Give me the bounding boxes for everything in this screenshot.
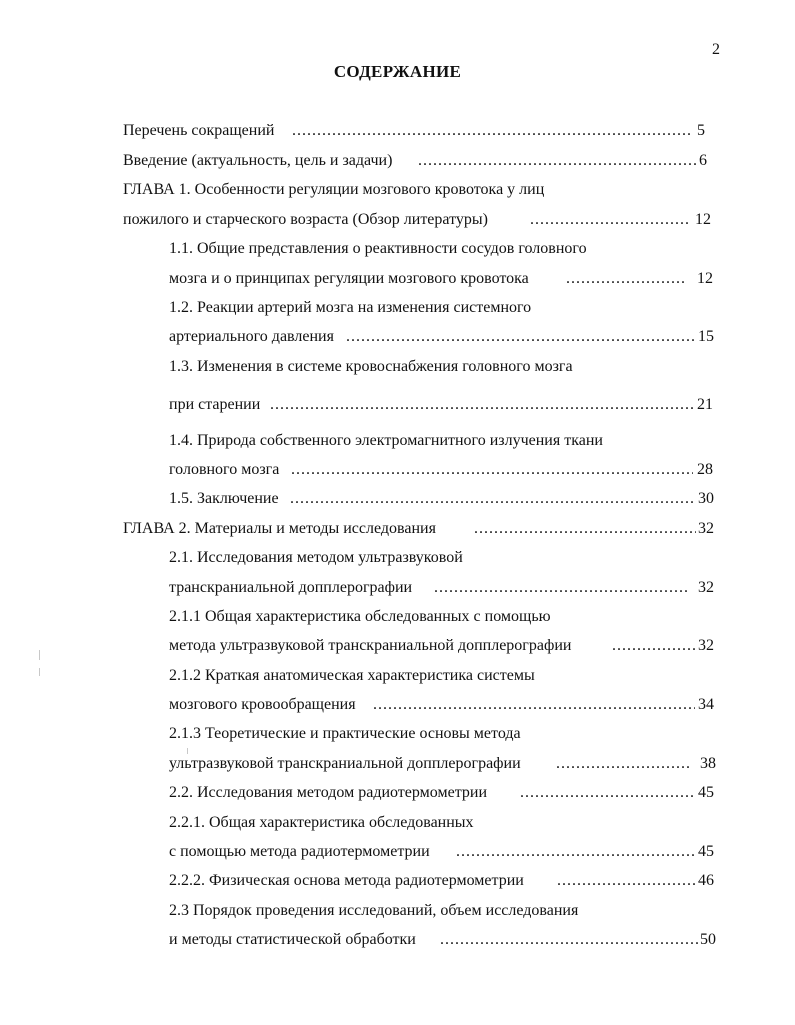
toc-page-number: 6	[699, 152, 707, 169]
toc-entry-text: артериального давления	[169, 328, 334, 345]
toc-leader-dots	[290, 489, 694, 509]
toc-page-number: 5	[697, 122, 705, 139]
toc-leader-dots	[346, 327, 696, 347]
page-number: 2	[712, 41, 720, 58]
toc-page-number: 21	[697, 396, 713, 413]
toc-entry-text: Введение (актуальность, цель и задачи)	[123, 152, 393, 169]
toc-entry-text: ультразвуковой транскраниальной допплерографии	[169, 755, 521, 772]
toc-entry-text: 2.3 Порядок проведения исследований, объем исследования	[169, 902, 579, 919]
scan-mark	[39, 650, 40, 660]
toc-leader-dots	[434, 578, 690, 598]
toc-page-number: 50	[700, 931, 716, 948]
toc-entry-text: 2.1.2 Краткая анатомическая характеристика системы	[169, 667, 535, 684]
toc-page-number: 32	[698, 579, 714, 596]
toc-page-number: 46	[698, 872, 714, 889]
toc-entry-text: 1.2. Реакции артерий мозга на изменения системного	[169, 299, 532, 316]
toc-entry-text: пожилого и старческого возраста (Обзор литературы)	[123, 211, 488, 228]
toc-page-number: 45	[698, 843, 714, 860]
toc-entry-text: 2.2. Исследования методом радиотермометрии	[169, 784, 488, 801]
toc-page-number: 32	[698, 520, 714, 537]
toc-entry-text: головного мозга	[169, 461, 280, 478]
toc-leader-dots	[556, 754, 692, 774]
toc-entry-text: 2.1. Исследования методом ультразвуковой	[169, 549, 463, 566]
toc-page-number: 30	[698, 490, 714, 507]
page-title: СОДЕРЖАНИЕ	[333, 62, 462, 81]
toc-leader-dots	[418, 151, 698, 171]
toc-entry-text: 2.1.1 Общая характеристика обследованных с помощью	[169, 608, 551, 625]
toc-page-number: 45	[698, 784, 714, 801]
toc-leader-dots	[557, 871, 695, 891]
toc-leader-dots	[440, 930, 698, 950]
toc-entry-text: мозга и о принципах регуляции мозгового кровотока	[169, 270, 529, 287]
toc-leader-dots	[520, 783, 696, 803]
toc-page-number: 38	[700, 755, 716, 772]
toc-entry-text: ГЛАВА 2. Материалы и методы исследования	[123, 520, 436, 537]
toc-entry-text: и методы статистической обработки	[169, 931, 416, 948]
toc-leader-dots	[292, 121, 692, 141]
toc-entry-text: 2.2.2. Физическая основа метода радиотермометрии	[169, 872, 524, 889]
toc-entry-text: 2.1.3 Теоретические и практические основы метода	[169, 725, 521, 742]
toc-page-number: 32	[698, 637, 714, 654]
toc-leader-dots	[474, 519, 696, 539]
toc-leader-dots	[291, 460, 693, 480]
scan-mark	[39, 668, 40, 676]
toc-leader-dots	[373, 695, 695, 715]
toc-page-number: 28	[697, 461, 713, 478]
toc-leader-dots	[612, 636, 698, 656]
toc-entry-text: ГЛАВА 1. Особенности регуляции мозгового кровотока у лиц	[123, 181, 545, 198]
toc-entry-text: 1.5. Заключение	[169, 490, 279, 507]
toc-leader-dots	[270, 395, 694, 415]
toc-leader-dots	[566, 269, 684, 289]
toc-page-number: 12	[697, 270, 713, 287]
toc-entry-text: 1.1. Общие представления о реактивности сосудов головного	[169, 240, 587, 257]
toc-entry-text: мозгового кровообращения	[169, 696, 356, 713]
toc-entry-text: 2.2.1. Общая характеристика обследованных	[169, 814, 474, 831]
toc-page-number: 15	[698, 328, 714, 345]
toc-leader-dots	[456, 842, 694, 862]
toc-entry-text: при старении	[169, 396, 261, 413]
toc-entry-text: метода ультразвуковой транскраниальной допплерографии	[169, 637, 572, 654]
toc-entry-text: 1.4. Природа собственного электромагнитного излучения ткани	[169, 432, 603, 449]
toc-page-number: 34	[698, 696, 714, 713]
toc-entry-text: 1.3. Изменения в системе кровоснабжения головного мозга	[169, 358, 573, 375]
toc-entry-text: Перечень сокращений	[123, 122, 275, 139]
toc-entry-text: с помощью метода радиотермометрии	[169, 843, 430, 860]
toc-leader-dots	[530, 210, 688, 230]
toc-entry-text: транскраниальной допплерографии	[169, 579, 413, 596]
toc-page-number: 12	[695, 211, 711, 228]
